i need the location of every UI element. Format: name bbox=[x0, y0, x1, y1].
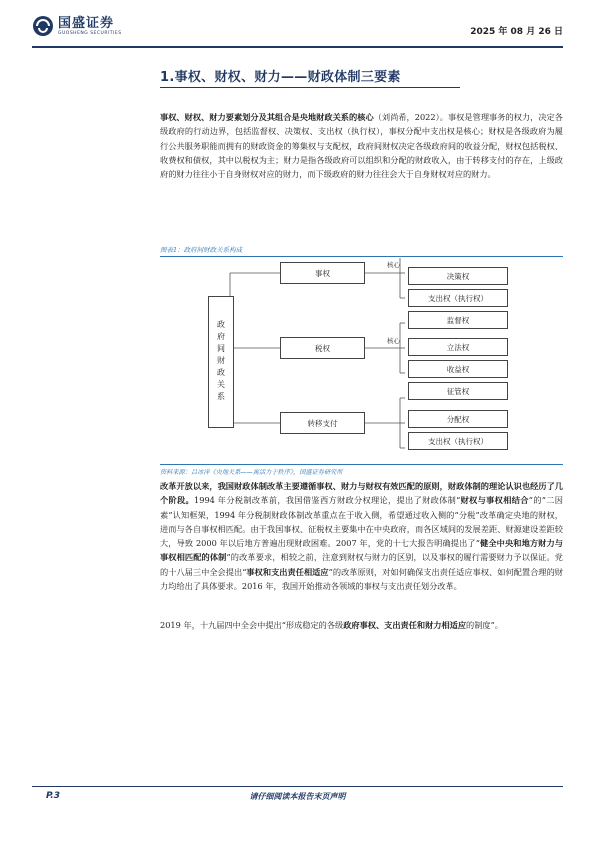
paragraph-3-text: 的制度”。 bbox=[466, 620, 503, 630]
report-date: 2025 年 08 月 26 日 bbox=[470, 27, 563, 37]
leaf-node: 收益权 bbox=[408, 360, 508, 378]
leaf-node: 征管权 bbox=[408, 382, 508, 400]
paragraph-2-text: ”的改革原则，对如何确保支出责任适应事权、如何配置合理的财力均给出了具体要求。2016 年，我国开始推动各领域的事权与支出责任划分改革。 bbox=[160, 566, 563, 592]
leaf-node: 监督权 bbox=[408, 311, 508, 329]
paragraph-3-emphasis: 政府事权、支出责任和财力相适应 bbox=[343, 620, 467, 630]
logo-name: 国盛证券 bbox=[58, 15, 115, 31]
core-label-2: 核心 bbox=[387, 337, 400, 345]
page-header bbox=[32, 12, 563, 48]
group-node-2: 税权 bbox=[280, 337, 365, 359]
paragraph-2 bbox=[160, 479, 563, 593]
paragraph-2-emphasis: 财权与事权相结合 bbox=[460, 495, 529, 506]
logo bbox=[32, 15, 122, 37]
leaf-node: 决策权 bbox=[408, 267, 508, 285]
paragraph-3-text: 2019 年，十九届四中全会中提出“形成稳定的各级 bbox=[160, 620, 344, 630]
section-title: 1.事权、财权、财力——财政体制三要素 bbox=[160, 70, 401, 85]
paragraph-2-text: ”的改革要求，相较之前，注意到财权与财力的区别，以及事权的履行需要财力予以保证。党的十八届三中全会提出“ bbox=[160, 552, 563, 577]
paragraph-2-emphasis: 事权和支出责任相适应 bbox=[246, 566, 329, 577]
paragraph-1-body: （刘尚希，2022）。事权是管理事务的权力，决定各级政府的行动边界，包括监督权、决策权、支出权（执行权），事权分配中支出权是核心；财权是各级政府为履行公共服务职能而拥有的财政资金的筹集权与支配权，政府间财权决定各级政府间的收益分配，财权包括税权、收费权和债权，其中以税权为主；财力是指各级政府可以组织和分配的财政收入，由于转移支付的存在，上级政府的财力往往小于自身财权对应的财力，而下级政府的财力往往会大于自身财权对应的财力。 bbox=[160, 112, 563, 180]
group-node-1: 事权 bbox=[280, 262, 365, 284]
logo-icon bbox=[32, 15, 54, 37]
leaf-node: 支出权（执行权） bbox=[408, 432, 508, 450]
paragraph-2-lead: 改革开放以来，我国财政体制改革主要遵循事权、财力与财权有效匹配的原则，财政体制的理论认识也经历了几个阶段。 bbox=[160, 481, 563, 506]
leaf-node: 分配权 bbox=[408, 410, 508, 428]
root-node: 政府间财政关系 bbox=[208, 296, 234, 428]
paragraph-3 bbox=[160, 618, 563, 632]
paragraph-1 bbox=[160, 110, 563, 181]
figure-source: 资料来源：吕冰洋《央地关系——寓活力于秩序》，国盛证券研究所 bbox=[160, 464, 563, 476]
paragraph-2-text: ”的“二因素”认知框架，1994 年分税制财政体制改革重点在于收入侧，希望通过收入侧的“分税”改革确定央地的财权，进而与各自事权相匹配。由于我国事权、征税权主要集中在中央政府，而各区域间的发展差距、财源建设差距较大，导致 2000 年以后地方普遍出现财政困难。2007 年，党的十七大报告明确提出了“ bbox=[160, 495, 563, 549]
paragraph-2-emphasis: 健全中央和地方财力与事权相匹配的体制 bbox=[160, 538, 563, 563]
figure-title: 图表1：政府间财政关系构成 bbox=[160, 245, 563, 257]
core-label-1: 核心 bbox=[387, 261, 400, 269]
group-node-3: 转移支付 bbox=[280, 412, 365, 434]
footer-disclaimer: 请仔细阅读本报告末页声明 bbox=[249, 791, 346, 801]
paragraph-1-lead: 事权、财权、财力要素划分及其组合是央地财政关系的核心 bbox=[160, 112, 374, 122]
leaf-node: 立法权 bbox=[408, 338, 508, 356]
page-footer bbox=[32, 786, 563, 787]
logo-name-en: GUOSHENG SECURITIES bbox=[58, 30, 122, 36]
leaf-node: 支出权（执行权） bbox=[408, 289, 508, 307]
section-rule bbox=[160, 87, 460, 88]
page-number: P.3 bbox=[46, 791, 60, 801]
paragraph-2-text: 1994 年分税制改革前，我国借鉴西方财政分权理论，提出了财政体制“ bbox=[194, 495, 461, 506]
